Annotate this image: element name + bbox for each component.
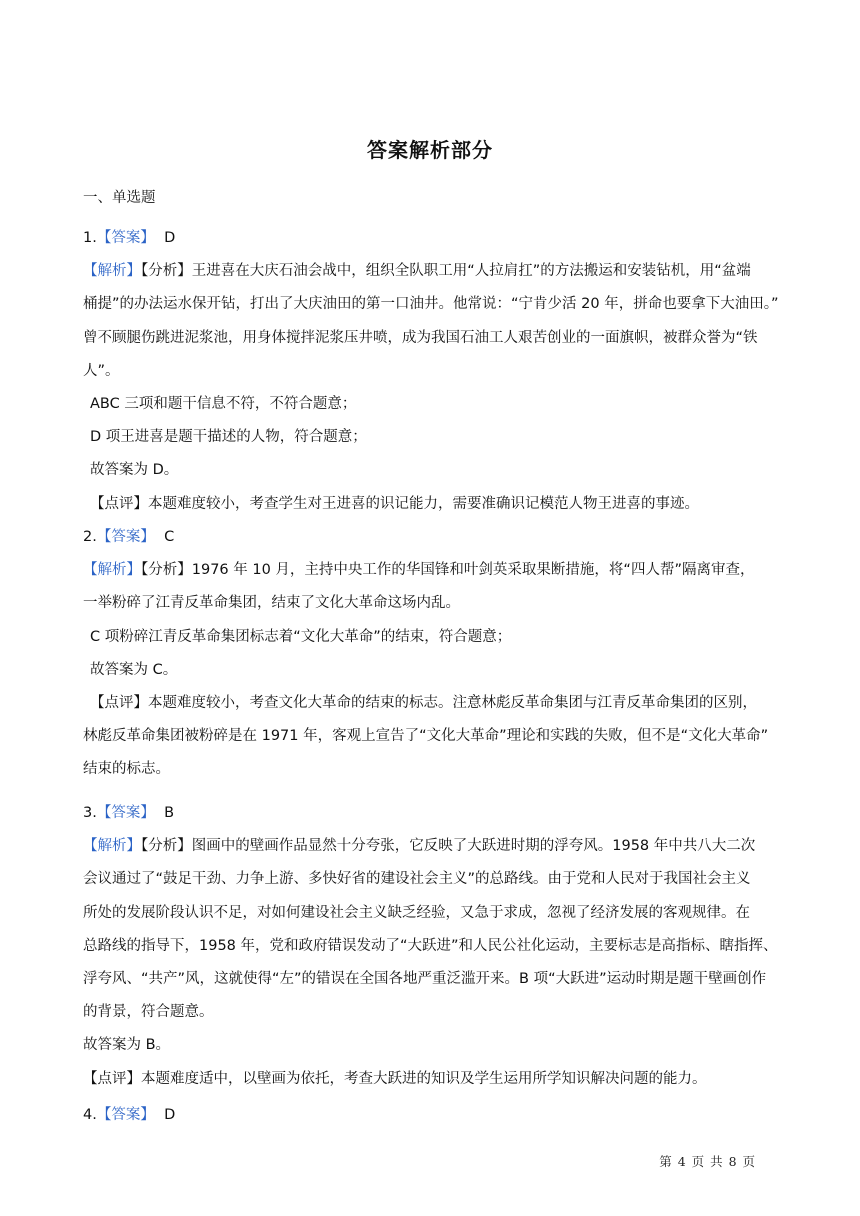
analysis-line: 总路线的指导下，1958 年，党和政府错误发动了“大跃进”和人民公社化运动，主要标志是高指标、瞎指挥、 — [83, 937, 778, 954]
conclusion: 故答案为 D。 — [90, 462, 179, 479]
answer-value: D — [164, 1107, 176, 1123]
comment-text: 本题难度较小，考查文化大革命的结束的标志。注意林彪反革命集团与江青反革命集团的区别， — [148, 694, 757, 711]
option-note: D 项王进喜是题干描述的人物，符合题意； — [90, 429, 367, 446]
answer-tag: 【答案】 — [96, 1107, 155, 1123]
answer-line — [83, 521, 777, 554]
option-note: C 项粉碎江青反革命集团标志着“文化大革命”的结束，符合题意； — [90, 628, 512, 645]
conclusion: 故答案为 C。 — [90, 661, 178, 678]
answer-tag: 【答案】 — [96, 805, 155, 821]
analysis-line — [83, 830, 777, 863]
answer-tag: 【答案】 — [96, 230, 155, 246]
fenxi-tag: 【分析】 — [141, 263, 192, 280]
answer-line — [83, 1099, 777, 1132]
fenxi-tag: 【分析】 — [141, 562, 192, 579]
analysis-line: 的背景，符合题意。 — [83, 1004, 214, 1021]
dianping-tag: 【点评】 — [90, 495, 148, 512]
question-2 — [83, 521, 777, 787]
conclusion: 故答案为 B。 — [83, 1037, 171, 1054]
question-1 — [83, 222, 777, 521]
comment-line — [83, 1063, 777, 1096]
answer-value: B — [164, 805, 175, 821]
question-number: 4. — [83, 1107, 97, 1123]
answer-value: D — [164, 230, 176, 246]
comment-text: 本题难度适中，以壁画为依托，考查大跃进的知识及学生运用所学知识解决问题的能力。 — [141, 1070, 707, 1087]
jiexi-tag: 【解析】 — [83, 263, 141, 280]
question-3 — [83, 797, 777, 1096]
jiexi-tag: 【解析】 — [83, 838, 141, 855]
analysis-line — [83, 554, 777, 587]
question-number: 1. — [83, 230, 97, 246]
answer-line — [83, 222, 777, 255]
comment-line — [83, 687, 777, 720]
comment-line: 林彪反革命集团被粉碎是在 1971 年，客观上宣告了“文化大革命”理论和实践的失败，但不是“文化大革命” — [83, 728, 769, 745]
analysis-line: 人”。 — [83, 362, 120, 379]
analysis-text: 图画中的壁画作品显然十分夸张，它反映了大跃进时期的浮夸风。1958 年中共八大二次 — [191, 838, 756, 855]
analysis-text: 王进喜在大庆石油会战中，组织全队职工用“人拉肩扛”的方法搬运和安装钻机，用“盆端 — [191, 263, 751, 280]
analysis-line — [83, 255, 777, 288]
comment-line — [83, 488, 777, 521]
dianping-tag: 【点评】 — [90, 694, 148, 711]
comment-line: 结束的标志。 — [83, 761, 170, 778]
dianping-tag: 【点评】 — [83, 1070, 141, 1087]
section-heading: 一、单选题 — [83, 190, 156, 206]
answer-value: C — [164, 529, 175, 545]
fenxi-tag: 【分析】 — [141, 838, 192, 855]
analysis-text: 1976 年 10 月，主持中央工作的华国锋和叶剑英采取果断措施，将“四人帮”隔离审查， — [191, 562, 755, 579]
jiexi-tag: 【解析】 — [83, 562, 141, 579]
answer-tag: 【答案】 — [96, 529, 155, 545]
analysis-line: 浮夸风、“共产”风，这就使得“左”的错误在全国各地严重泛滥开来。B 项“大跃进”运动时期是题干壁画创作 — [83, 970, 767, 987]
comment-text: 本题难度较小，考查学生对王进喜的识记能力，需要准确识记模范人物王进喜的事迹。 — [148, 495, 699, 512]
page-title: 答案解析部分 — [367, 138, 493, 162]
option-note: ABC 三项和题干信息不符，不符合题意； — [90, 395, 357, 412]
analysis-line: 曾不顾腿伤跳进泥浆池，用身体搅拌泥浆压井喷，成为我国石油工人艰苦创业的一面旗帜，被群众誉为“铁 — [83, 329, 758, 346]
analysis-line: 所处的发展阶段认识不足，对如何建设社会主义缺乏经验，又急于求成，忽视了经济发展的客观规律。在 — [83, 904, 750, 921]
page-footer: 第 4 页 共 8 页 — [659, 1154, 756, 1169]
question-4 — [83, 1099, 777, 1132]
question-number: 3. — [83, 805, 97, 821]
analysis-line: 会议通过了“鼓足干劲、力争上游、多快好省的建设社会主义”的总路线。由于党和人民对于我国社会主义 — [83, 871, 751, 888]
analysis-line: 桶提”的办法运水保开钻，打出了大庆油田的第一口油井。他常说：“宁肯少活 20 年，拼命也要拿下大油田。” — [83, 296, 779, 313]
answer-line — [83, 797, 777, 830]
question-number: 2. — [83, 529, 97, 545]
analysis-line: 一举粉碎了江青反革命集团，结束了文化大革命这场内乱。 — [83, 595, 460, 612]
